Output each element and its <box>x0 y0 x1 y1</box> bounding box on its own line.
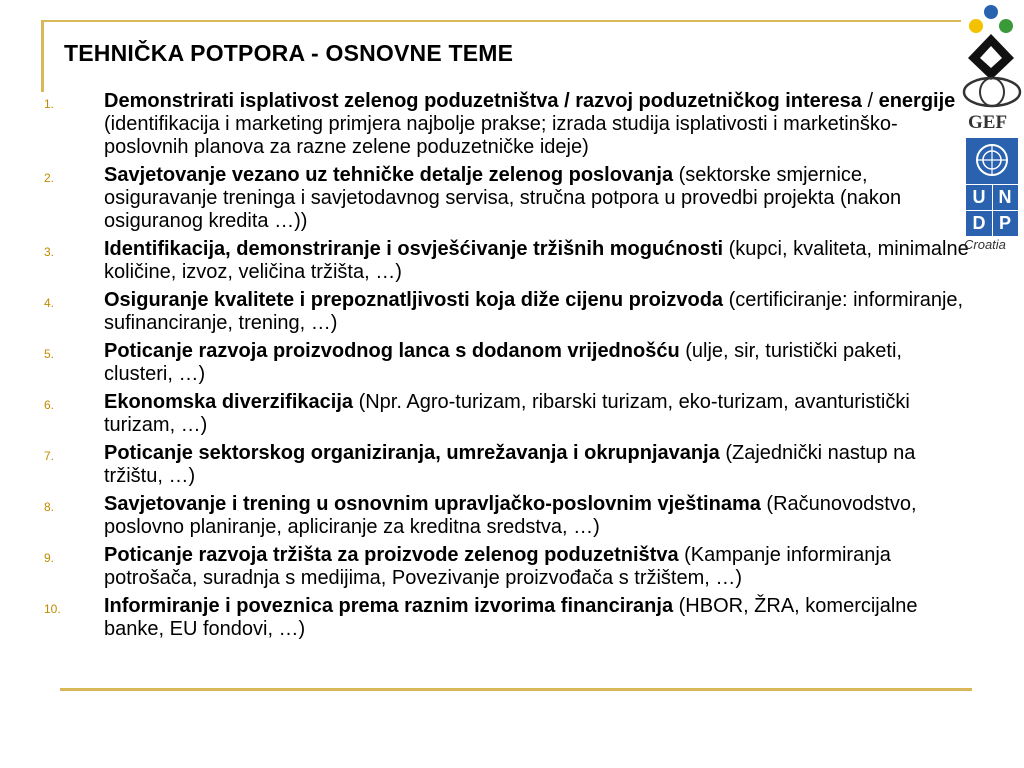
list-item-detail: (Kampanje informiranja potrošača, suradnja s medijima, Povezivanje proizvođača s tržištem, …) <box>104 544 891 589</box>
un-emblem-icon <box>966 138 1018 184</box>
list-item-text <box>104 391 970 437</box>
list-item-text <box>104 238 970 284</box>
list-item <box>40 442 970 488</box>
list-item-number: 7. <box>44 449 55 463</box>
list-item-detail: (sektorske smjernice, osiguravanje treninga i savjetodavnog servisa, stručna potpora u provedbi projekta (nakon osiguranog kredita …)) <box>104 164 902 232</box>
undp-letter-n: N <box>998 187 1012 207</box>
list-item-text <box>104 442 970 488</box>
list-item <box>40 164 970 233</box>
list-item-heading: Poticanje razvoja proizvodnog lanca s dodanom vrijednošću <box>104 340 680 362</box>
gef-label: GEF <box>968 112 1008 133</box>
list-item-text <box>104 493 970 539</box>
list-item-separator: / <box>861 90 879 112</box>
list-item-heading: Poticanje razvoja tržišta za proizvode zelenog poduzetništva <box>104 544 679 566</box>
undp-letter-u: U <box>972 187 986 207</box>
list-item-heading: Informiranje i poveznica prema raznim izvorima financiranja <box>104 595 674 617</box>
list-item-number: 1. <box>44 97 55 111</box>
undp-logo <box>966 138 1018 236</box>
list-item-detail: (HBOR, ŽRA, komercijalne banke, EU fondovi, …) <box>104 595 918 640</box>
list-item-heading: Identifikacija, demonstriranje i osvješćivanje tržišnih mogućnosti <box>104 238 724 260</box>
list-item-number: 5. <box>44 347 55 361</box>
list-item-number: 10. <box>44 602 61 616</box>
list-item-heading: Osiguranje kvalitete i prepoznatljivosti koja diže cijenu proizvoda <box>104 289 724 311</box>
list-item-heading: Savjetovanje vezano uz tehničke detalje zelenog poslovanja <box>104 164 674 186</box>
list-item-detail: (Zajednički nastup na tržištu, …) <box>104 442 916 487</box>
list-item <box>40 340 970 386</box>
list-item-detail: (Npr. Agro-turizam, ribarski turizam, eko-turizam, avanturistički turizam, …) <box>104 391 910 436</box>
list-item-detail: (kupci, kvaliteta, minimalne količine, izvoz, veličina tržišta, …) <box>104 238 969 283</box>
frame-top-line <box>41 20 961 22</box>
list-item-detail: (Računovodstvo, poslovno planiranje, apliciranje za kreditna sredstva, …) <box>104 493 917 538</box>
list-item-heading: Demonstrirati isplativost zelenog poduzetništva / razvoj poduzetničkog interesa <box>104 90 862 112</box>
list-item <box>40 595 970 641</box>
list-item <box>40 238 970 284</box>
list-item-text <box>104 164 970 233</box>
list-item-detail: (identifikacija i marketing primjera najbolje prakse; izrada studija isplativosti i marketinško-poslovnih planova za razne zelene poduzetničke ideje) <box>104 113 898 158</box>
list-item-text <box>104 90 970 159</box>
list-item <box>40 493 970 539</box>
list-item-detail: (certificiranje: informiranje, sufinanciranje, trening, …) <box>104 289 964 334</box>
list-item-heading: Poticanje sektorskog organiziranja, umrežavanja i okrupnjavanja <box>104 442 720 464</box>
list-item-text <box>104 544 970 590</box>
topic-list <box>40 90 970 646</box>
list-item <box>40 90 970 159</box>
list-item-number: 6. <box>44 398 55 412</box>
list-item <box>40 289 970 335</box>
list-item <box>40 391 970 437</box>
list-item-heading: Ekonomska diverzifikacija <box>104 391 354 413</box>
list-item-text <box>104 595 970 641</box>
list-item-number: 3. <box>44 245 55 259</box>
list-item-text <box>104 340 970 386</box>
list-item-detail: (ulje, sir, turistički paketi, clusteri, …) <box>104 340 902 385</box>
list-item-number: 8. <box>44 500 55 514</box>
undp-letter-d: D <box>972 213 986 233</box>
list-item-number: 2. <box>44 171 55 185</box>
frame-vertical-line <box>41 20 44 92</box>
undp-letter-p: P <box>998 213 1011 233</box>
croatia-label: Croatia <box>964 237 1006 252</box>
list-item-heading-2: energije <box>878 90 956 112</box>
list-item-heading: Savjetovanje i trening u osnovnim upravljačko-poslovnim vještinama <box>104 493 761 515</box>
list-item <box>40 544 970 590</box>
frame-bottom-line <box>60 688 972 691</box>
list-item-number: 9. <box>44 551 55 565</box>
slide-title: TEHNIČKA POTPORA - OSNOVNE TEME <box>64 40 514 66</box>
list-item-text <box>104 289 970 335</box>
list-item-number: 4. <box>44 296 55 310</box>
